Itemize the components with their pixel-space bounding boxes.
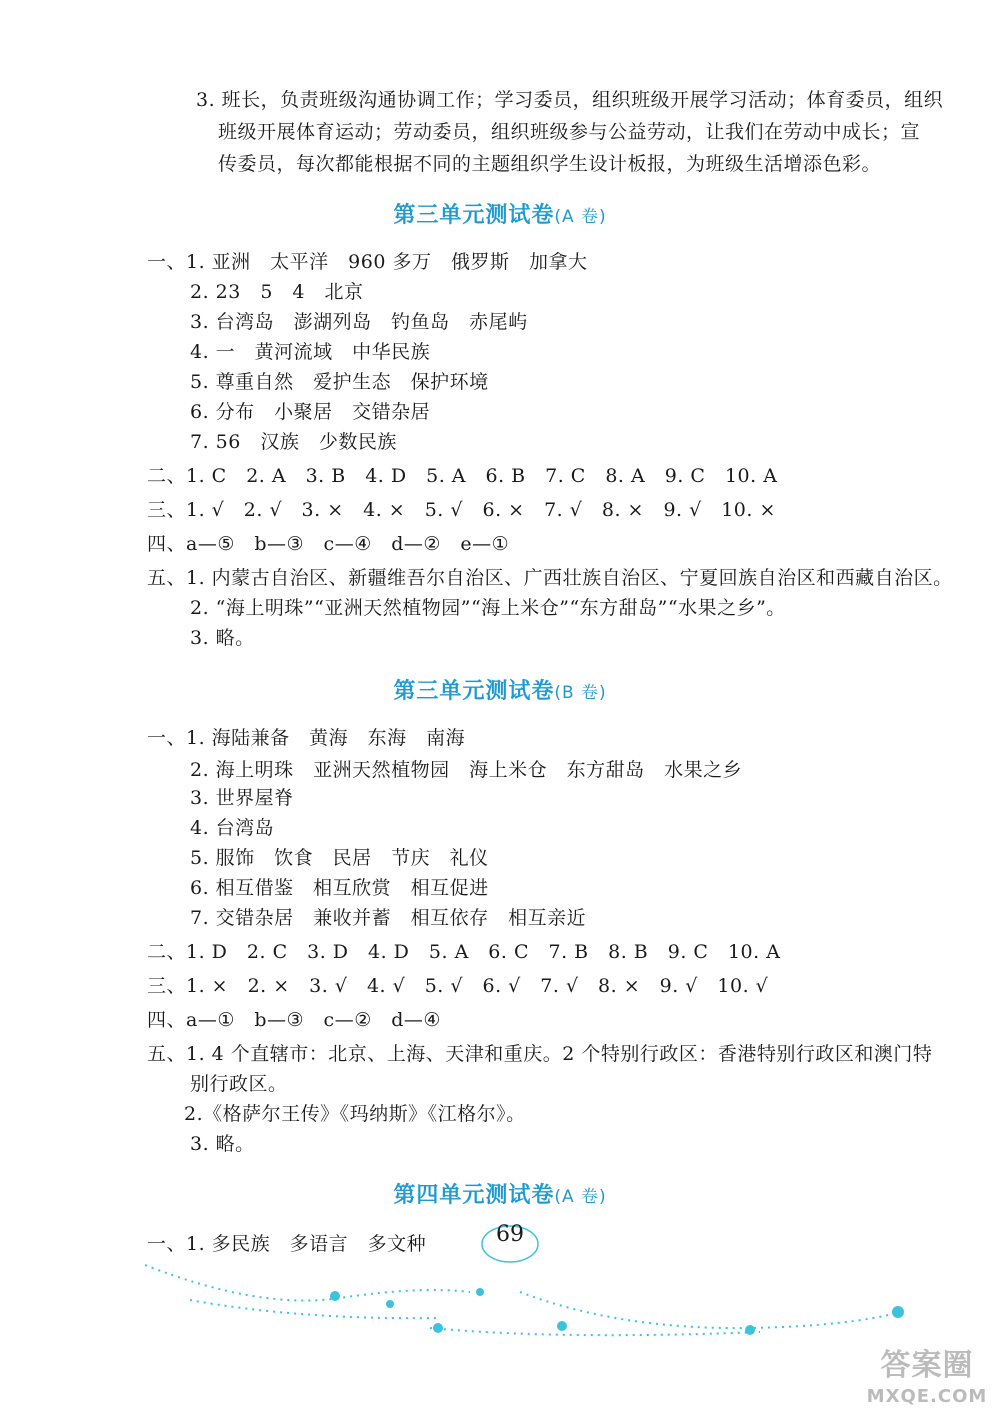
answer-line: 别行政区。 bbox=[190, 1073, 288, 1095]
answer-line: 一、1. 亚洲 太平洋 960 多万 俄罗斯 加拿大 bbox=[147, 251, 588, 273]
answer-line: 4. 一 黄河流域 中华民族 bbox=[190, 341, 431, 363]
answer-line: 三、1. × 2. × 3. √ 4. √ 5. √ 6. √ 7. √ 8. × 9. √ 10. √ bbox=[147, 975, 769, 997]
answer-line: 3. 略。 bbox=[190, 1133, 255, 1155]
paragraph-line: 班级开展体育运动；劳动委员，组织班级参与公益劳动，让我们在劳动中成长；宣 bbox=[218, 121, 921, 143]
section-suffix: (A 卷) bbox=[554, 207, 607, 227]
answer-line: 5. 尊重自然 爱护生态 保护环境 bbox=[190, 371, 489, 393]
paragraph-line: 传委员，每次都能根据不同的主题组织学生设计板报，为班级生活增添色彩。 bbox=[218, 153, 882, 175]
answer-line: 2.《格萨尔王传》《玛纳斯》《江格尔》。 bbox=[184, 1103, 526, 1125]
answer-line: 一、1. 多民族 多语言 多文种 bbox=[147, 1233, 427, 1255]
answer-line: 三、1. √ 2. √ 3. × 4. × 5. √ 6. × 7. √ 8. × 9. √ 10. × bbox=[147, 499, 776, 521]
answer-line: 2. 23 5 4 北京 bbox=[190, 281, 364, 303]
section-suffix: (B 卷) bbox=[554, 683, 607, 703]
answer-line: 7. 56 汉族 少数民族 bbox=[190, 431, 397, 453]
answer-line: 四、a—⑤ b—③ c—④ d—② e—① bbox=[147, 533, 510, 555]
answer-line: 3. 世界屋脊 bbox=[190, 787, 294, 809]
answer-line: 3. 略。 bbox=[190, 627, 255, 649]
page-number: 69 bbox=[496, 1222, 524, 1247]
watermark-domain: MXQE.COM bbox=[866, 1386, 988, 1407]
answer-line: 3. 台湾岛 澎湖列岛 钓鱼岛 赤尾屿 bbox=[190, 311, 528, 333]
section-title: 第四单元测试卷 bbox=[393, 1183, 555, 1208]
answer-line: 2. “海上明珠”“亚洲天然植物园”“海上米仓”“东方甜岛”“水果之乡”。 bbox=[190, 597, 786, 619]
watermark-logo-text: 答案圈 bbox=[880, 1348, 974, 1383]
section-suffix: (A 卷) bbox=[554, 1187, 607, 1207]
section-title: 第三单元测试卷 bbox=[393, 679, 555, 704]
site-watermark bbox=[862, 1346, 992, 1416]
answer-line: 二、1. D 2. C 3. D 4. D 5. A 6. C 7. B 8. B 9. C 10. A bbox=[147, 941, 781, 963]
answer-line: 四、a—① b—③ c—② d—④ bbox=[147, 1009, 441, 1031]
section-heading-unit3-a bbox=[0, 200, 1000, 233]
answer-line: 五、1. 4 个直辖市：北京、上海、天津和重庆。2 个特别行政区：香港特别行政区和澳门特 bbox=[147, 1043, 933, 1065]
answer-line: 4. 台湾岛 bbox=[190, 817, 275, 839]
paragraph-line: 3. 班长，负责班级沟通协调工作；学习委员，组织班级开展学习活动；体育委员，组织 bbox=[196, 89, 944, 111]
answer-line: 一、1. 海陆兼备 黄海 东海 南海 bbox=[147, 727, 466, 749]
answer-line: 二、1. C 2. A 3. B 4. D 5. A 6. B 7. C 8. A 9. C 10. A bbox=[147, 465, 778, 487]
answer-line: 6. 分布 小聚居 交错杂居 bbox=[190, 401, 431, 423]
answer-line: 7. 交错杂居 兼收并蓄 相互依存 相互亲近 bbox=[190, 907, 587, 929]
answer-line: 2. 海上明珠 亚洲天然植物园 海上米仓 东方甜岛 水果之乡 bbox=[190, 759, 743, 781]
section-title: 第三单元测试卷 bbox=[393, 203, 555, 228]
answer-line: 5. 服饰 饮食 民居 节庆 礼仪 bbox=[190, 847, 489, 869]
section-heading-unit3-b bbox=[0, 676, 1000, 709]
answer-line: 五、1. 内蒙古自治区、新疆维吾尔自治区、广西壮族自治区、宁夏回族自治区和西藏自治区。 bbox=[147, 567, 953, 589]
answer-line: 6. 相互借鉴 相互欣赏 相互促进 bbox=[190, 877, 489, 899]
